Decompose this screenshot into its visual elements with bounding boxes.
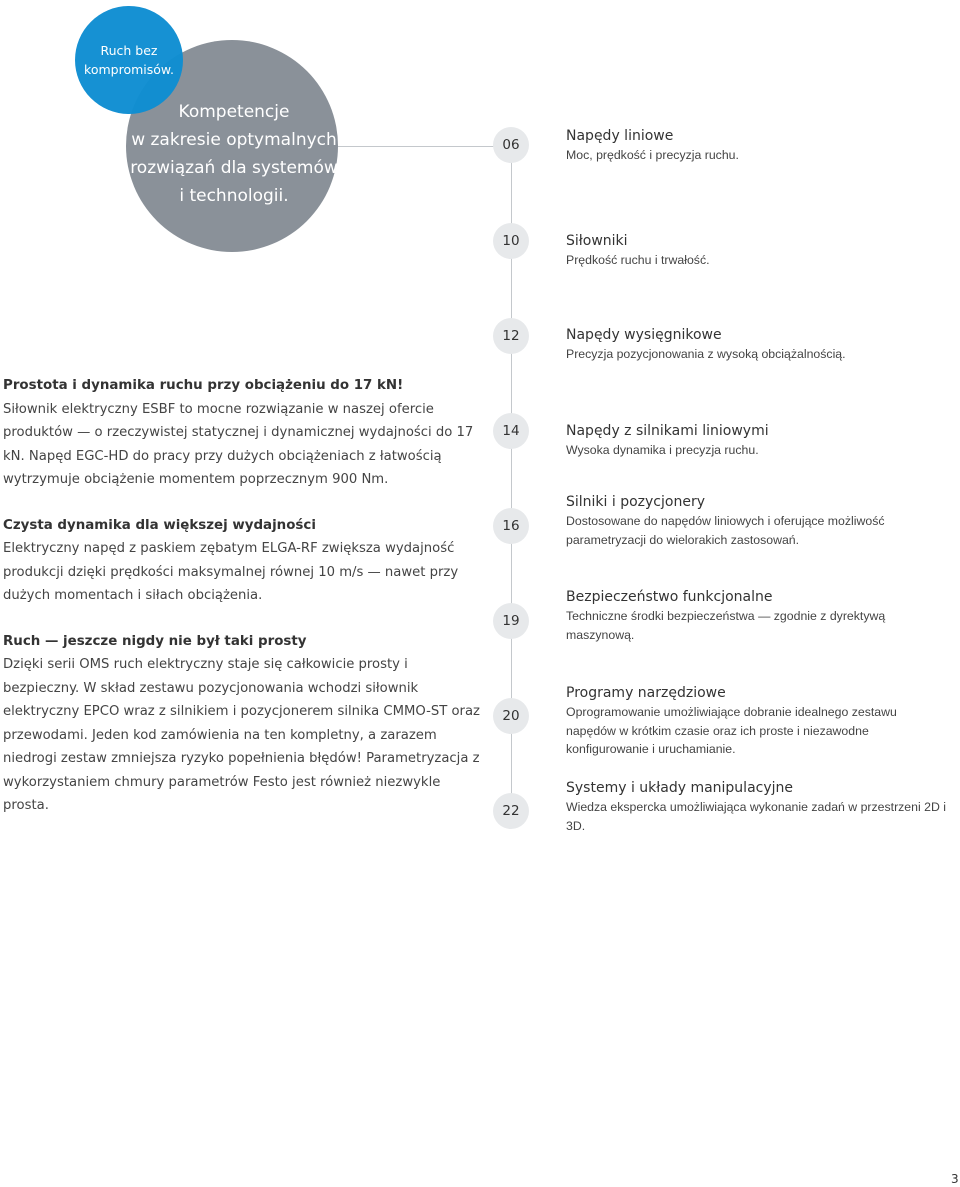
toc-item[interactable] (566, 778, 956, 835)
toc-page-badge[interactable]: 14 (493, 413, 529, 449)
toc-item[interactable] (566, 683, 938, 759)
toc-page-badge[interactable]: 12 (493, 318, 529, 354)
competence-line-2: w zakresie optymalnych (131, 130, 337, 150)
toc-item-title: Napędy wysięgnikowe (566, 327, 722, 343)
toc-page-badge[interactable]: 16 (493, 508, 529, 544)
toc-item[interactable] (566, 231, 946, 270)
section-body: Elektryczny napęd z paskiem zębatym ELGA-RF zwiększa wydajność produkcji dzięki prędkości maksymalnej równej 10 m/s — nawet przy dużych momentach i siłach obciążenia. (3, 541, 459, 603)
competence-line-4: i technologii. (179, 186, 289, 206)
connector-line (338, 146, 494, 147)
toc-item[interactable] (566, 421, 946, 460)
competence-line-3: rozwiązań dla systemów (130, 158, 338, 178)
section-title: Prostota i dynamika ruchu przy obciążeniu do 17 kN! (3, 378, 404, 393)
toc-item-desc: Moc, prędkość i precyzja ruchu. (566, 148, 739, 162)
toc-item-title: Bezpieczeństwo funkcjonalne (566, 589, 773, 605)
toc-page-badge[interactable]: 06 (493, 127, 529, 163)
section-title: Ruch — jeszcze nigdy nie był taki prosty (3, 633, 307, 649)
toc-item-desc: Precyzja pozycjonowania z wysoką obciążalnością. (566, 347, 846, 361)
motion-circle (75, 6, 183, 114)
toc-item-title: Systemy i układy manipulacyjne (566, 780, 794, 796)
toc-item-desc: Techniczne środki bezpieczeństwa — zgodnie z dyrektywą maszynową. (566, 609, 886, 642)
toc-item-title: Siłowniki (566, 233, 628, 249)
toc-item-desc: Dostosowane do napędów liniowych i oferujące możliwość parametryzacji do wielorakich zastosowań. (566, 514, 885, 547)
toc-item[interactable] (566, 587, 926, 644)
toc-item-desc: Oprogramowanie umożliwiające dobranie idealnego zestawu napędów w krótkim czasie oraz ich proste i niezawodne konfigurowanie i uruchamianie. (566, 705, 897, 756)
toc-item[interactable] (566, 126, 946, 165)
section-body: Dzięki serii OMS ruch elektryczny staje się całkowicie prosty i bezpieczny. W skład zestawu pozycjonowania wchodzi siłownik elektryczny EPCO wraz z silnikiem i pozycjonerem silnika CMMO-ST oraz przewodami. Jeden kod zamówienia na ten kompletny, a zarazem niedrogi zestaw zmniejsza ryzyko popełnienia błędów! Parametryzacja z wykorzystaniem chmury parametrów Festo jest również niezwykle prosta. (3, 657, 480, 813)
competence-line-1: Kompetencje (178, 102, 290, 122)
motion-line-1: Ruch bez (100, 43, 158, 58)
toc-item-desc: Prędkość ruchu i trwałość. (566, 253, 710, 267)
toc-item-title: Programy narzędziowe (566, 685, 726, 701)
page-number: 3 (951, 1172, 959, 1186)
motion-line-2: kompromisów. (84, 62, 174, 77)
toc-page-badge[interactable]: 20 (493, 698, 529, 734)
toc-item-title: Silniki i pozycjonery (566, 494, 705, 510)
article-body (3, 374, 483, 840)
toc-item-title: Napędy liniowe (566, 128, 674, 144)
toc-page-badge[interactable]: 10 (493, 223, 529, 259)
toc-item-desc: Wiedza ekspercka umożliwiająca wykonanie zadań w przestrzeni 2D i 3D. (566, 800, 947, 833)
toc-page-badge[interactable]: 19 (493, 603, 529, 639)
toc-item-title: Napędy z silnikami liniowymi (566, 423, 769, 439)
section-body: Siłownik elektryczny ESBF to mocne rozwiązanie w naszej ofercie produktów — o rzeczywistej statycznej i dynamicznej wydajności do 17 kN. Napęd EGC-HD do pracy przy dużych obciążeniach z łatwością wytrzymuje obciążenie momentem poprzecznym 900 Nm. (3, 401, 474, 487)
section-title: Czysta dynamika dla większej wydajności (3, 517, 316, 533)
toc-item[interactable] (566, 492, 936, 549)
toc-page-badge[interactable]: 22 (493, 793, 529, 829)
toc-item-desc: Wysoka dynamika i precyzja ruchu. (566, 443, 759, 457)
toc-item[interactable] (566, 325, 946, 364)
